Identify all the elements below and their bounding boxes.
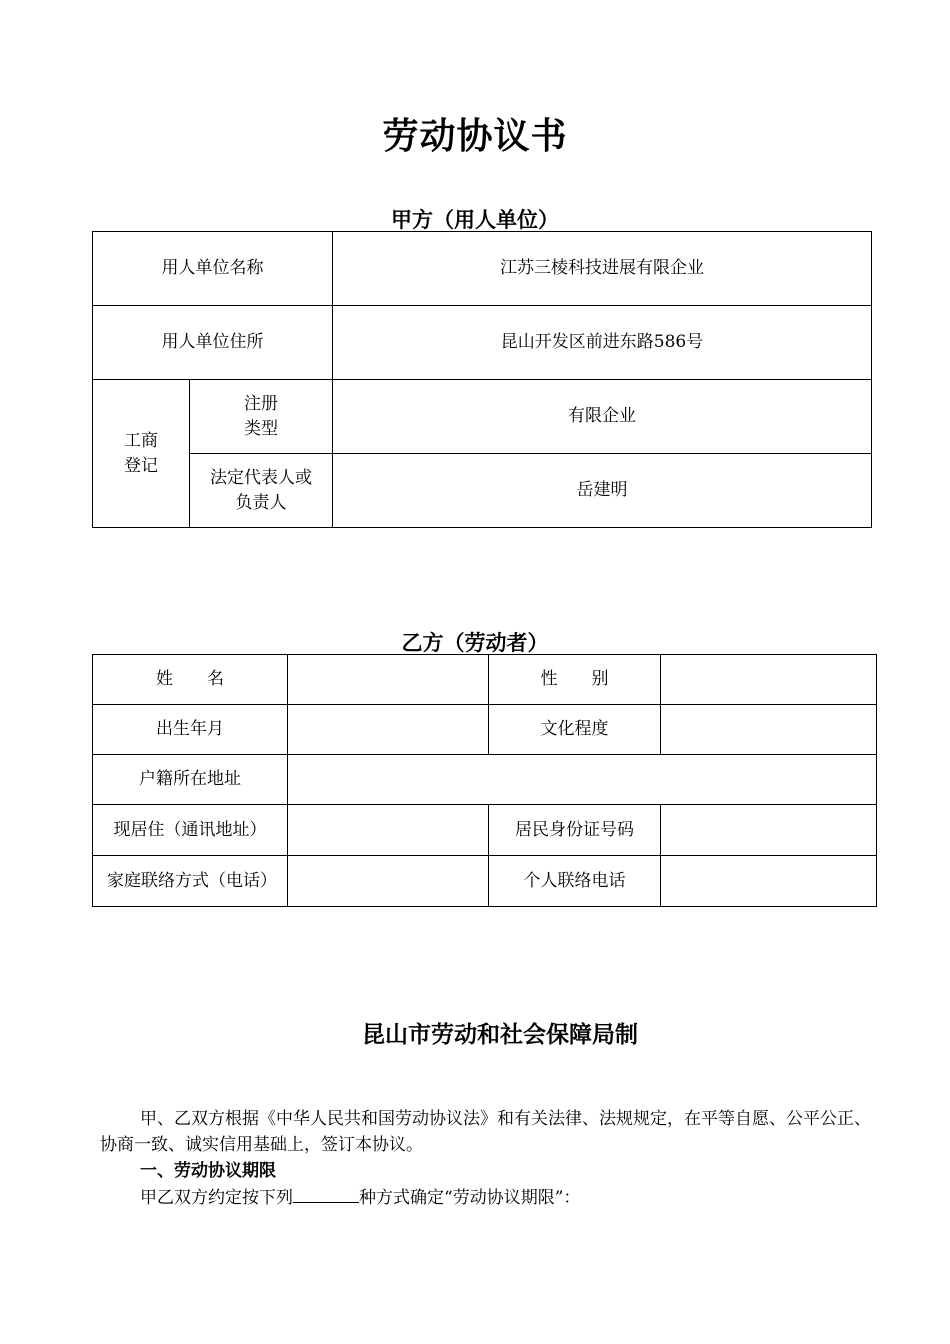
name-field[interactable] bbox=[288, 655, 489, 705]
term-type-blank[interactable] bbox=[293, 1184, 359, 1203]
employer-address-value: 昆山开发区前进东路586号 bbox=[333, 306, 872, 380]
education-label: 文化程度 bbox=[489, 705, 661, 755]
section1-heading: 一、劳动协议期限 bbox=[140, 1161, 276, 1181]
personal-phone-label: 个人联络电话 bbox=[489, 856, 661, 907]
household-field[interactable] bbox=[288, 755, 877, 805]
legal-representative-label: 法定代表人或 负责人 bbox=[190, 454, 333, 528]
residence-label: 现居住（通讯地址） bbox=[93, 805, 288, 856]
family-contact-field[interactable] bbox=[288, 856, 489, 907]
intro-paragraph: 甲、乙双方根据《中华人民共和国劳动协议法》和有关法律、法规规定，在平等自愿、公平公正、协商一致、诚实信用基础上，签订本协议。 bbox=[100, 1109, 871, 1155]
section1-text bbox=[100, 1184, 880, 1211]
id-number-label: 居民身份证号码 bbox=[489, 805, 661, 856]
residence-field[interactable] bbox=[288, 805, 489, 856]
name-label: 姓 名 bbox=[93, 655, 288, 705]
party-a-table bbox=[92, 231, 872, 528]
legal-representative-value: 岳建明 bbox=[333, 454, 872, 528]
section1-text-after: 种方式确定“劳动协议期限”： bbox=[359, 1188, 581, 1208]
business-registration-label: 工商 登记 bbox=[93, 380, 190, 528]
party-a-heading: 甲方（用人单位） bbox=[391, 207, 559, 232]
personal-phone-field[interactable] bbox=[661, 856, 877, 907]
gender-field[interactable] bbox=[661, 655, 877, 705]
id-number-field[interactable] bbox=[661, 805, 877, 856]
household-label: 户籍所在地址 bbox=[93, 755, 288, 805]
registration-type-label: 注册 类型 bbox=[190, 380, 333, 454]
birth-label: 出生年月 bbox=[93, 705, 288, 755]
gender-label: 性 别 bbox=[489, 655, 661, 705]
document-title: 劳动协议书 bbox=[382, 115, 568, 157]
bureau-name: 昆山市劳动和社会保障局制 bbox=[362, 1021, 638, 1048]
registration-type-value: 有限企业 bbox=[333, 380, 872, 454]
birth-field[interactable] bbox=[288, 705, 489, 755]
education-field[interactable] bbox=[661, 705, 877, 755]
party-b-heading: 乙方（劳动者） bbox=[401, 630, 549, 655]
employer-address-label: 用人单位住所 bbox=[93, 306, 333, 380]
section1-text-before: 甲乙双方约定按下列 bbox=[140, 1188, 293, 1208]
employer-name-label: 用人单位名称 bbox=[93, 232, 333, 306]
employer-name-value: 江苏三棱科技进展有限企业 bbox=[333, 232, 872, 306]
party-b-table bbox=[92, 654, 877, 907]
family-contact-label: 家庭联络方式（电话） bbox=[93, 856, 288, 907]
